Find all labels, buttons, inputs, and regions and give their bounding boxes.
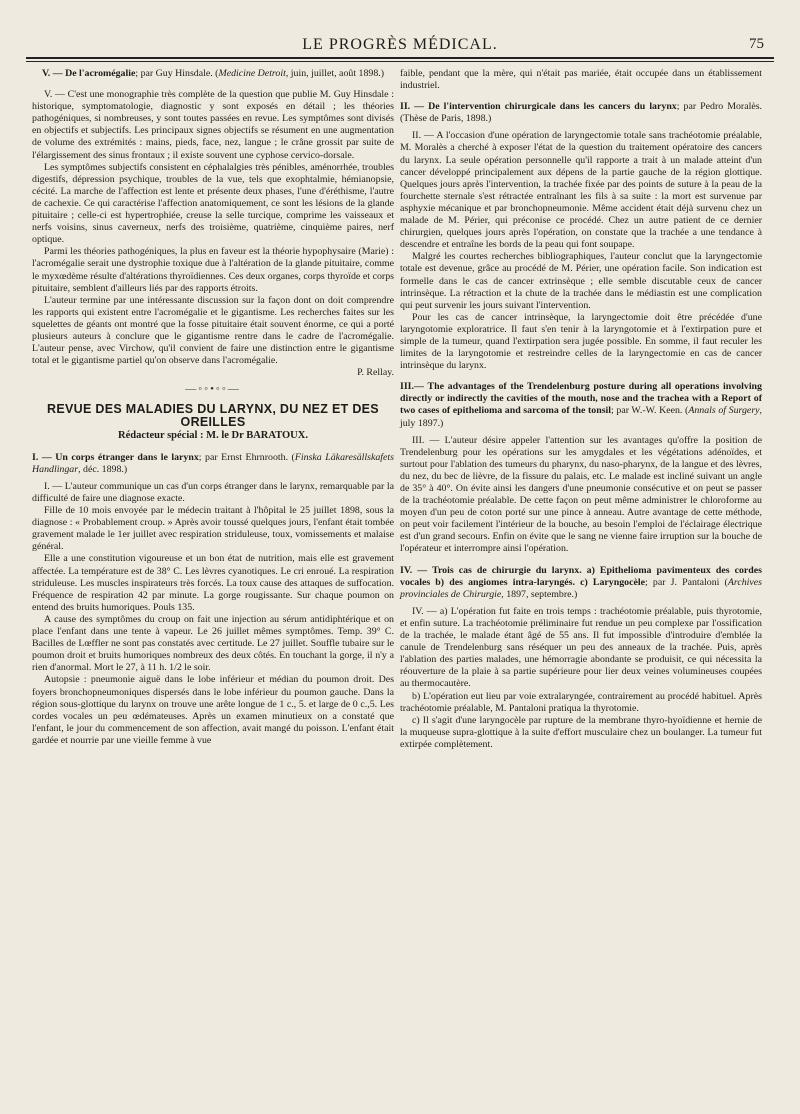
right-column xyxy=(400,68,762,751)
section-editor: Rédacteur spécial : M. le Dr BARATOUX. xyxy=(118,429,308,441)
article-heading-i xyxy=(32,452,394,476)
article-author: ; par W.-W. Keen. ( xyxy=(611,405,689,417)
paragraph: I. — L'auteur communique un cas d'un corps étranger dans le larynx, remarquable par la difficulté de faire une diagnose exacte. xyxy=(32,480,394,504)
paragraph-continued: faible, pendant que la mère, qui n'était pas mariée, était occupée dans un établissement industriel. xyxy=(400,68,762,92)
article-author: ; par Guy Hinsdale. ( xyxy=(135,68,219,79)
paragraph-text: Malgré les courtes recherches bibliographiques, l'auteur conclut que la laryngectomie totale est devenue, grâce au procédé de M. Périer, une opération facile. Son indication est formelle dans le cas de cancer extrinsèque ; elle semble discutable ceux de cancer intrinsèque. xyxy=(400,251,762,299)
article-title: De l'intervention chirurgicale dans les cancers du larynx xyxy=(428,101,677,113)
article-source: Finska Läkaresällskafets Handlingar xyxy=(32,451,395,475)
header-rule xyxy=(26,57,774,59)
paragraph: L'auteur termine par une intéressante discussion sur la façon dont on doit comprendre les rapports qui existent entre l'acromégalie et le gigantisme. Les recherches faites sur les squelettes de géants ont montré que la fosse pituitaire était souvent énorme, ce qui a porté plusieurs auteurs à conclure que le gigantisme rentre dans le cadre de l'acromégalie. L'auteur pense, avec Virchow, qu'il convient de faire une distinction entre le gigantisme total et le gigantisme partiel qu'on observe dans l'acromégalie. xyxy=(32,294,394,367)
paragraph: II. — A l'occasion d'une opération de laryngectomie totale sans trachéotomie préalable, M. Moralès a cherché à exposer l'état de la question du traitement opératoire des cancers du larynx. La seule opération personnelle qu'il rapporte a trait à un malade atteint d'un cancer développé principalement aux dépens de la partie gauche de la région glottique. Quelques jours après l'intervention, la trachée fixée par des points de suture à la peau de la fourchette sternale s'est rétractée entraînant les fils à sa suite : la mort est survenue par asphyxie mécanique et par bronchopneumonie. Même accident était déjà survenu chez un malade de M. Périer, qui préconise ce procédé. Chez un autre patient de ce dernier chirurgien, quelques jours après l'opération, on constate que la trachée a une tendance à descendre et entraîne les bords de la peau qui font soupape. xyxy=(400,130,762,251)
article-source: Annals of Surgery xyxy=(688,405,760,417)
article-author: ; par J. Pantaloni ( xyxy=(645,576,728,588)
article-heading-iii xyxy=(400,381,762,429)
page-number: 75 xyxy=(749,36,764,52)
article-subtitle: . a) Epithelioma pavimenteux des cordes vocales b) des angiomes intra-laryngés. c) Laryngocèle xyxy=(400,564,763,588)
article-title: Trois cas de chirurgie du larynx xyxy=(432,564,580,576)
article-heading-ii xyxy=(400,101,762,125)
article-author: ; par Pedro Moralès. (Thèse de Paris, 1898.) xyxy=(400,101,763,125)
ornament-divider: —◦◦•◦◦— xyxy=(185,383,241,396)
page-header xyxy=(24,36,776,58)
article-source: Archives provinciales de Chirurgie xyxy=(400,576,762,600)
article-date: , july 1897.) xyxy=(400,405,763,429)
paragraph-text: est une complication qui peut survenir les jours suivant l'intervention. xyxy=(400,287,762,311)
article-source: Medicine Detroit xyxy=(218,68,286,79)
paragraph: b) L'opération eut lieu par voie extralaryngée, contrairement au procédé habituel. Après trachéotomie préalable, M. Pantaloni pratiqua la thyrotomie. xyxy=(400,690,762,714)
left-column xyxy=(32,68,394,747)
article-number: I. — xyxy=(32,451,52,463)
article-heading-v xyxy=(32,68,394,80)
article-number: IV. — xyxy=(400,564,428,576)
paragraph: Autopsie : pneumonie aiguë dans le lobe inférieur et médian du poumon droit. Des foyers bronchopneumoniques dispersés dans le lobe inférieur du poumon gauche. Dans la région sous-glottique du larynx on trouve une arête longue de 1 c., 5. et large de 0 c.,5. Les cordes vocales un peu œdémateuses. Après un examen minutieux on a constaté que l'enfant, le jour du commencement de son affection, avait mangé du poisson. L'enfant était gardée et nourrie par une vieille femme à vue xyxy=(32,674,394,746)
article-date: , 1897, septembre.) xyxy=(501,588,578,600)
paragraph: Les symptômes subjectifs consistent en céphalalgies très pénibles, aménorrhée, troubles digestifs, dépression psychique, troubles de la vue, tels que exophtalmie, hémianopsie, cécité. La marche de l'affection est lente et présente deux phases, l'une d'éréthisme, l'autre de cachexie. Ce qui caractérise l'affection anatomiquement, ce sont les lésions de la glande pituitaire ; celle-ci est hypertrophiée, creuse la selle turcique, comprime les vaisseaux et nerfs voisins, sinus caverneux, nerfs des troisième, quatrième, cinquième paires, nerf optique. xyxy=(32,161,394,246)
paragraph: Fille de 10 mois envoyée par le médecin traitant à l'hôpital le 25 juillet 1898, sous la diagnose : « Probablement croup. » Après avoir toussé quelques jours, l'enfant était tombée gravement malade le 1er juillet avec respiration striduleuse, toux, vomissements et malaise général. xyxy=(32,505,394,553)
article-author: ; par Ernst Ehrnrooth. ( xyxy=(198,451,295,463)
article-date: , déc. 1898.) xyxy=(78,463,128,475)
paragraph: Pour les cas de cancer intrinsèque, la laryngectomie doit être précédée d'une laryngotomie exploratrice. Il faut s'en tenir à la laryngotomie et à l'extirpation pure et simple de la tumeur, quand l'extirpation sera jugée possible. En somme, il faut reculer les limites de la laryngotomie et restreindre celles de la laryngectomie en cas de cancer intrinsèque du larynx. xyxy=(400,311,762,372)
header-rule-thin xyxy=(26,61,774,62)
article-title: Un corps étranger dans le larynx xyxy=(55,451,199,463)
paragraph: III. — L'auteur désire appeler l'attention sur les avantages qu'offre la position de Trendelenburg pour les opérations sur les amygdales et les végétations adénoïdes, et surtout pour l'ablation des tumeurs du pharynx, du naso-pharynx, de la langue et des lèvres, du nez, du bec de lièvre, de la fissure du palais, etc. Le malade est incliné suivant un angle de 35° à 40°. On évite ainsi les dangers d'une pneumonie consécutive et on peut se passer de la trachéotomie préalable. De cette façon on peut même administrer le chloroforme au moyen d'un peu de coton porté sur une pince à anneau. Autre avantage de cette méthode, on peut voir facilement l'intérieur de la bouche, au besoin l'emploi de l'éclairage électrique est d'un grand secours. Enfin on évite que le sang ne vienne faire irruption sur la bouche de l'opérateur et interrompre ainsi l'opération. xyxy=(400,434,762,555)
article-number: V. — xyxy=(41,68,63,79)
paragraph: IV. — a) L'opération fut faite en trois temps : trachéotomie préalable, puis thyrotomie, et enfin suture. La trachéotomie préliminaire fut rendue un peu complexe par l'ossification de la trachée, le malade étant âgé de 55 ans. Il fut impossible d'introduire d'emblée la canule de Trendelenburg sans réséquer un peu des anneaux de la trachée. Puis, après l'ablation des parties malades, une hémorragie abondante se produisit, ce qui nécessita la réouverture de la plaie à sa partie supérieure pour lier deux veines volumineuses coupées au thermocautère. xyxy=(400,605,762,690)
article-heading-iv xyxy=(400,565,762,601)
article-title: De l'acromégalie xyxy=(65,68,136,79)
article-date: , juin, juillet, août 1898.) xyxy=(285,68,385,79)
running-title: LE PROGRÈS MÉDICAL. xyxy=(302,36,498,53)
article-number: II. — xyxy=(400,101,425,113)
paragraph-italic: La rétraction et la chute de la trachée dans le médiastin xyxy=(449,287,676,299)
paragraph: V. — C'est une monographie très complète de la question que publie M. Guy Hinsdale : historique, symptomatologie, diagnostic y sont exposés en détail ; les théories pathogéniques, si nombreuses, y sont toutes passées en revue. Les symptômes sont divisés en objectifs et subjectifs. Les principaux signes objectifs se résument en une augmentation de volume des extrémités : mains, pieds, face, nez, langue ; le crâne grossit par suite de l'élargissement des sinus frontaux ; il existe souvent une cyphose cervico-dorsale. xyxy=(32,89,394,161)
paragraph: A cause des symptômes du croup on fait une injection au sérum antidiphtérique et on place l'enfant dans une tente à vapeur. Le 26 juillet mêmes symptômes. Temp. 39° C. Bacilles de Lœffler ne sont pas constatés avec certitude. Le 27 juillet. Souffle tubaire sur le poumon droit et bruits humoriques nombreux des deux côtés. En touchant la gorge, il n'y a rien d'anormal. Mort le 27, à 11 h. 1/2 le soir. xyxy=(32,613,394,674)
paragraph: c) Il s'agit d'une laryngocèle par rupture de la membrane thyro-hyoïdienne et hernie de la muqueuse supra-glottique à la suite d'effort musculaire chez un boulanger. La tumeur fut extirpée complètement. xyxy=(400,714,762,750)
article-number: III.— xyxy=(400,381,424,393)
paragraph: Elle a une constitution vigoureuse et un bon état de nutrition, mais elle est gravement affectée. La température est de 38° C. Les lèvres cyanotiques. Le cri enroué. La respiration striduleuse. Les muscles inspirateurs très forcés. La toux cause des attaques de suffocation. Fréquence de respiration 42 par minute. La gorge rougissante. Sur chaque poumon on entend des bruits humoriques. Pouls 135. xyxy=(32,553,394,613)
paragraph: Parmi les théories pathogéniques, la plus en faveur est la théorie hypophysaire (Marie) : l'acromégalie serait une dystrophie toxique due à l'altération de la glande pituitaire, comme le myxœdème résulte d'altérations thyroïdiennes. Ces deux organes, corps thyroïde et corps pituitaire, semblent d'ailleurs liés par des rapports étroits. xyxy=(32,246,394,294)
article-title: The advantages of the Trendelenburg posture during all operations involving directly or indirectly the cavities of the mouth, nose and the trachea with a Report of two cases of epithelioma and sarcoma of the tonsil xyxy=(400,381,762,417)
section-heading: REVUE DES MALADIES DU LARYNX, DU NEZ ET DES OREILLES xyxy=(47,402,379,429)
paragraph xyxy=(400,251,762,311)
signature: P. Rellay. xyxy=(357,367,394,379)
